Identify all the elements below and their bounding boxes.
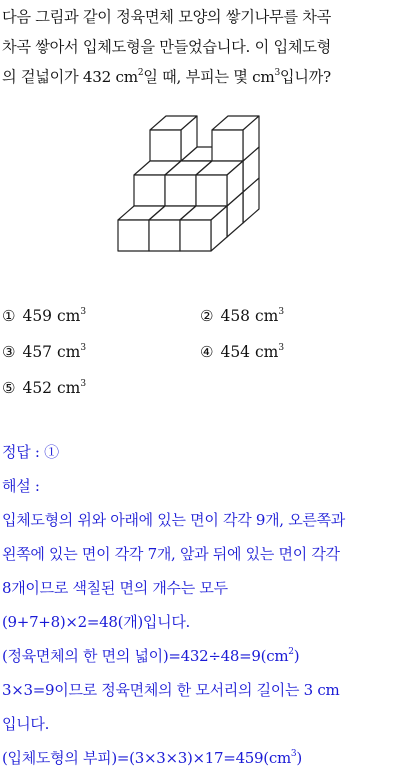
- choice-3[interactable]: ③ 457 $cm^3$: [2, 343, 87, 361]
- choice-2[interactable]: ② 458 $cm^3$: [200, 307, 285, 325]
- explanation-line-8: (입체도형의 부피)$=(3\times 3\times 3)\times 17=459(cm^3)$: [2, 749, 302, 767]
- question-line-3: 의 겉넓이가 432 $cm^2$일 때, 부피는 몇 $cm^3$입니까?: [2, 68, 331, 86]
- question-line-2: 차곡 쌓아서 입체도형을 만들었습니다. 이 입체도형: [2, 38, 331, 56]
- cube-stack-figure: [0, 100, 400, 270]
- question-line-1: 다음 그림과 같이 정육면체 모양의 쌓기나무를 차곡: [2, 8, 331, 26]
- choice-1[interactable]: ① 459 $cm^3$: [2, 307, 87, 325]
- explanation-line-3: 8개이므로 색칠된 면의 개수는 모두: [2, 579, 228, 597]
- explanation-line-4: (9+7+8)×2=48(개)입니다.: [2, 613, 190, 631]
- explanation-line-2: 왼쪽에 있는 면이 각각 7개, 앞과 뒤에 있는 면이 각각: [2, 545, 340, 563]
- choice-5[interactable]: ⑤ 452 $cm^3$: [2, 379, 87, 397]
- answer-explanation: [2, 435, 398, 775]
- explanation-line-6: 3×3=9이므로 정육면체의 한 모서리의 길이는 3 cm: [2, 681, 340, 699]
- answer-line: 정답 : ①: [2, 443, 59, 461]
- explanation-line-1: 입체도형의 위와 아래에 있는 면이 각각 9개, 오른쪽과: [2, 511, 345, 529]
- explanation-line-7: 입니다.: [2, 715, 50, 733]
- explanation-label: 해설 :: [2, 477, 40, 495]
- question-text: [2, 2, 398, 92]
- choice-4[interactable]: ④ 454 $cm^3$: [200, 343, 285, 361]
- explanation-line-5: (정육면체의 한 면의 넓이)$=432\div 48=9(cm^2)$: [2, 647, 300, 665]
